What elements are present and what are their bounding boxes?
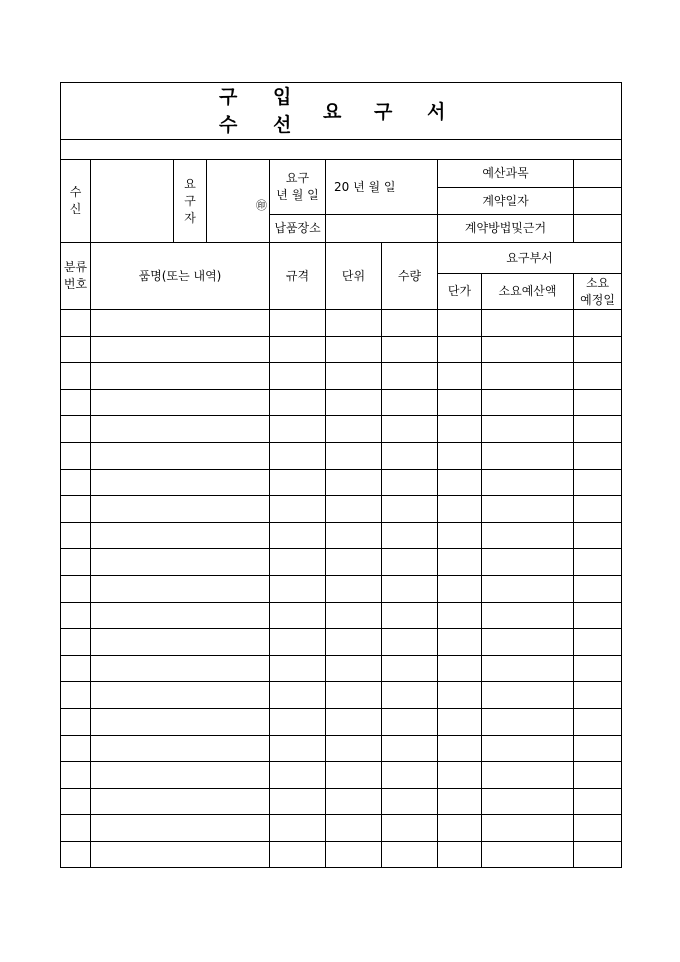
unit-cell[interactable] (326, 841, 382, 868)
class-no-cell[interactable] (61, 815, 91, 842)
spec-cell[interactable] (270, 522, 326, 549)
due-date-cell[interactable] (574, 522, 622, 549)
quantity-cell[interactable] (382, 416, 438, 443)
due-date-cell[interactable] (574, 815, 622, 842)
est-amount-cell[interactable] (482, 336, 574, 363)
class-no-cell[interactable] (61, 655, 91, 682)
unit-cell[interactable] (326, 655, 382, 682)
unit-cell[interactable] (326, 682, 382, 709)
spec-cell[interactable] (270, 735, 326, 762)
table-row (61, 841, 622, 868)
spec-cell[interactable] (270, 655, 326, 682)
unit-price-cell[interactable] (438, 310, 482, 337)
unit-cell[interactable] (326, 815, 382, 842)
class-no-cell[interactable] (61, 442, 91, 469)
quantity-cell[interactable] (382, 310, 438, 337)
spec-cell[interactable] (270, 788, 326, 815)
due-date-cell[interactable] (574, 549, 622, 576)
spec-cell[interactable] (270, 389, 326, 416)
table-row (61, 815, 622, 842)
col-item-name: 품명(또는 내역) (91, 243, 270, 310)
est-amount-cell[interactable] (482, 363, 574, 390)
requester-field[interactable] (207, 160, 270, 243)
unit-cell[interactable] (326, 735, 382, 762)
request-date-value[interactable]: 20 년 월 일 (326, 160, 438, 215)
est-amount-cell[interactable] (482, 841, 574, 868)
quantity-cell[interactable] (382, 735, 438, 762)
title-yo: 요 (323, 101, 342, 123)
item-name-cell[interactable] (91, 602, 270, 629)
spacer-row (61, 140, 622, 160)
item-name-cell[interactable] (91, 522, 270, 549)
unit-cell[interactable] (326, 549, 382, 576)
requisition-form (60, 82, 621, 872)
unit-price-cell[interactable] (438, 735, 482, 762)
table-row (61, 575, 622, 602)
est-amount-cell[interactable] (482, 522, 574, 549)
unit-price-cell[interactable] (438, 496, 482, 523)
contract-method-field[interactable] (574, 215, 622, 243)
item-name-cell[interactable] (91, 575, 270, 602)
table-row (61, 708, 622, 735)
contract-date-label: 계약일자 (438, 188, 574, 215)
table-row (61, 389, 622, 416)
spec-cell[interactable] (270, 336, 326, 363)
table-row (61, 310, 622, 337)
unit-price-cell[interactable] (438, 522, 482, 549)
unit-cell[interactable] (326, 469, 382, 496)
quantity-cell[interactable] (382, 336, 438, 363)
quantity-cell[interactable] (382, 682, 438, 709)
est-amount-cell[interactable] (482, 442, 574, 469)
col-spec: 규격 (270, 243, 326, 310)
unit-cell[interactable] (326, 363, 382, 390)
quantity-cell[interactable] (382, 496, 438, 523)
est-amount-cell[interactable] (482, 815, 574, 842)
est-amount-cell[interactable] (482, 602, 574, 629)
class-no-cell[interactable] (61, 682, 91, 709)
due-date-cell[interactable] (574, 363, 622, 390)
due-date-cell[interactable] (574, 310, 622, 337)
unit-cell[interactable] (326, 602, 382, 629)
recipient-field[interactable] (91, 160, 174, 243)
quantity-cell[interactable] (382, 469, 438, 496)
quantity-cell[interactable] (382, 522, 438, 549)
due-date-cell[interactable] (574, 389, 622, 416)
table-row (61, 442, 622, 469)
class-no-cell[interactable] (61, 336, 91, 363)
unit-cell[interactable] (326, 310, 382, 337)
unit-cell[interactable] (326, 336, 382, 363)
spec-cell[interactable] (270, 363, 326, 390)
table-row (61, 629, 622, 656)
item-name-cell[interactable] (91, 788, 270, 815)
quantity-cell[interactable] (382, 549, 438, 576)
item-name-cell[interactable] (91, 708, 270, 735)
item-name-cell[interactable] (91, 762, 270, 789)
unit-price-cell[interactable] (438, 363, 482, 390)
col-est-amount: 소요예산액 (482, 274, 574, 310)
item-name-cell[interactable] (91, 682, 270, 709)
due-date-cell[interactable] (574, 575, 622, 602)
form-table (60, 82, 622, 868)
unit-cell[interactable] (326, 629, 382, 656)
spec-cell[interactable] (270, 629, 326, 656)
col-due-date: 소요 예정일 (574, 274, 622, 310)
request-date-label: 요구 년 월 일 (270, 160, 326, 215)
unit-price-cell[interactable] (438, 655, 482, 682)
unit-price-cell[interactable] (438, 469, 482, 496)
est-amount-cell[interactable] (482, 788, 574, 815)
due-date-cell[interactable] (574, 442, 622, 469)
unit-price-cell[interactable] (438, 602, 482, 629)
unit-cell[interactable] (326, 496, 382, 523)
quantity-cell[interactable] (382, 389, 438, 416)
due-date-cell[interactable] (574, 602, 622, 629)
spec-cell[interactable] (270, 469, 326, 496)
est-amount-cell[interactable] (482, 389, 574, 416)
table-row (61, 549, 622, 576)
unit-cell[interactable] (326, 389, 382, 416)
class-no-cell[interactable] (61, 762, 91, 789)
unit-price-cell[interactable] (438, 442, 482, 469)
quantity-cell[interactable] (382, 708, 438, 735)
delivery-place-label: 납품장소 (270, 215, 326, 243)
class-no-cell[interactable] (61, 496, 91, 523)
title-gu2: 구 (374, 101, 393, 123)
unit-price-cell[interactable] (438, 549, 482, 576)
unit-cell[interactable] (326, 575, 382, 602)
unit-price-cell[interactable] (438, 682, 482, 709)
table-row (61, 496, 622, 523)
table-row (61, 336, 622, 363)
class-no-cell[interactable] (61, 389, 91, 416)
spec-cell[interactable] (270, 442, 326, 469)
due-date-cell[interactable] (574, 416, 622, 443)
table-row (61, 762, 622, 789)
table-row (61, 788, 622, 815)
due-date-cell[interactable] (574, 469, 622, 496)
class-no-cell[interactable] (61, 629, 91, 656)
spec-cell[interactable] (270, 682, 326, 709)
quantity-cell[interactable] (382, 841, 438, 868)
quantity-cell[interactable] (382, 442, 438, 469)
unit-cell[interactable] (326, 442, 382, 469)
class-no-cell[interactable] (61, 735, 91, 762)
form-title (61, 83, 622, 140)
recipient-label: 수 신 (61, 160, 91, 243)
item-name-cell[interactable] (91, 841, 270, 868)
unit-price-cell[interactable] (438, 389, 482, 416)
spec-cell[interactable] (270, 841, 326, 868)
unit-cell[interactable] (326, 762, 382, 789)
due-date-cell[interactable] (574, 708, 622, 735)
est-amount-cell[interactable] (482, 549, 574, 576)
spec-cell[interactable] (270, 708, 326, 735)
title-seon: 선 (273, 114, 292, 136)
due-date-cell[interactable] (574, 788, 622, 815)
contract-date-field[interactable] (574, 188, 622, 215)
item-name-cell[interactable] (91, 310, 270, 337)
class-no-cell[interactable] (61, 310, 91, 337)
table-row (61, 602, 622, 629)
col-unit: 단위 (326, 243, 382, 310)
est-amount-cell[interactable] (482, 496, 574, 523)
spec-cell[interactable] (270, 310, 326, 337)
spec-cell[interactable] (270, 549, 326, 576)
due-date-cell[interactable] (574, 735, 622, 762)
table-row (61, 416, 622, 443)
est-amount-cell[interactable] (482, 469, 574, 496)
class-no-cell[interactable] (61, 469, 91, 496)
item-name-cell[interactable] (91, 815, 270, 842)
spec-cell[interactable] (270, 575, 326, 602)
class-no-cell[interactable] (61, 575, 91, 602)
est-amount-cell[interactable] (482, 416, 574, 443)
table-row (61, 655, 622, 682)
spec-cell[interactable] (270, 416, 326, 443)
est-amount-cell[interactable] (482, 575, 574, 602)
due-date-cell[interactable] (574, 629, 622, 656)
unit-price-cell[interactable] (438, 629, 482, 656)
class-no-cell[interactable] (61, 363, 91, 390)
class-no-cell[interactable] (61, 602, 91, 629)
unit-price-cell[interactable] (438, 762, 482, 789)
spec-cell[interactable] (270, 815, 326, 842)
due-date-cell[interactable] (574, 841, 622, 868)
unit-cell[interactable] (326, 708, 382, 735)
item-name-cell[interactable] (91, 496, 270, 523)
due-date-cell[interactable] (574, 762, 622, 789)
item-name-cell[interactable] (91, 735, 270, 762)
unit-price-cell[interactable] (438, 708, 482, 735)
budget-item-field[interactable] (574, 160, 622, 188)
class-no-cell[interactable] (61, 549, 91, 576)
quantity-cell[interactable] (382, 629, 438, 656)
col-class-no: 분류 번호 (61, 243, 91, 310)
item-name-cell[interactable] (91, 363, 270, 390)
seal-mark: ㊞ (256, 199, 267, 212)
unit-price-cell[interactable] (438, 416, 482, 443)
col-quantity: 수량 (382, 243, 438, 310)
title-seo: 서 (427, 101, 446, 123)
est-amount-cell[interactable] (482, 682, 574, 709)
item-name-cell[interactable] (91, 549, 270, 576)
class-no-cell[interactable] (61, 416, 91, 443)
unit-price-cell[interactable] (438, 815, 482, 842)
delivery-place-field[interactable] (326, 215, 438, 243)
unit-price-cell[interactable] (438, 575, 482, 602)
quantity-cell[interactable] (382, 602, 438, 629)
due-date-cell[interactable] (574, 682, 622, 709)
quantity-cell[interactable] (382, 575, 438, 602)
unit-price-cell[interactable] (438, 841, 482, 868)
quantity-cell[interactable] (382, 788, 438, 815)
est-amount-cell[interactable] (482, 629, 574, 656)
class-no-cell[interactable] (61, 841, 91, 868)
table-row (61, 682, 622, 709)
budget-item-label: 예산과목 (438, 160, 574, 188)
spec-cell[interactable] (270, 762, 326, 789)
title-gu: 구 (219, 86, 238, 108)
requester-label: 요 구 자 (174, 160, 207, 243)
col-dept: 요구부서 (438, 243, 622, 274)
unit-price-cell[interactable] (438, 788, 482, 815)
due-date-cell[interactable] (574, 336, 622, 363)
title-su: 수 (219, 114, 238, 136)
unit-cell[interactable] (326, 416, 382, 443)
item-name-cell[interactable] (91, 442, 270, 469)
contract-method-label: 계약방법및근거 (438, 215, 574, 243)
quantity-cell[interactable] (382, 655, 438, 682)
class-no-cell[interactable] (61, 522, 91, 549)
est-amount-cell[interactable] (482, 762, 574, 789)
spec-cell[interactable] (270, 602, 326, 629)
table-row (61, 469, 622, 496)
est-amount-cell[interactable] (482, 708, 574, 735)
col-unit-price: 단가 (438, 274, 482, 310)
item-rows (61, 310, 622, 868)
table-row (61, 363, 622, 390)
class-no-cell[interactable] (61, 788, 91, 815)
est-amount-cell[interactable] (482, 310, 574, 337)
est-amount-cell[interactable] (482, 735, 574, 762)
item-name-cell[interactable] (91, 629, 270, 656)
due-date-cell[interactable] (574, 655, 622, 682)
est-amount-cell[interactable] (482, 655, 574, 682)
item-name-cell[interactable] (91, 469, 270, 496)
quantity-cell[interactable] (382, 815, 438, 842)
unit-cell[interactable] (326, 522, 382, 549)
item-name-cell[interactable] (91, 336, 270, 363)
item-name-cell[interactable] (91, 416, 270, 443)
class-no-cell[interactable] (61, 708, 91, 735)
unit-price-cell[interactable] (438, 336, 482, 363)
quantity-cell[interactable] (382, 762, 438, 789)
unit-cell[interactable] (326, 788, 382, 815)
table-row (61, 522, 622, 549)
item-name-cell[interactable] (91, 655, 270, 682)
table-row (61, 735, 622, 762)
title-ip: 입 (273, 86, 292, 108)
quantity-cell[interactable] (382, 363, 438, 390)
spec-cell[interactable] (270, 496, 326, 523)
item-name-cell[interactable] (91, 389, 270, 416)
due-date-cell[interactable] (574, 496, 622, 523)
